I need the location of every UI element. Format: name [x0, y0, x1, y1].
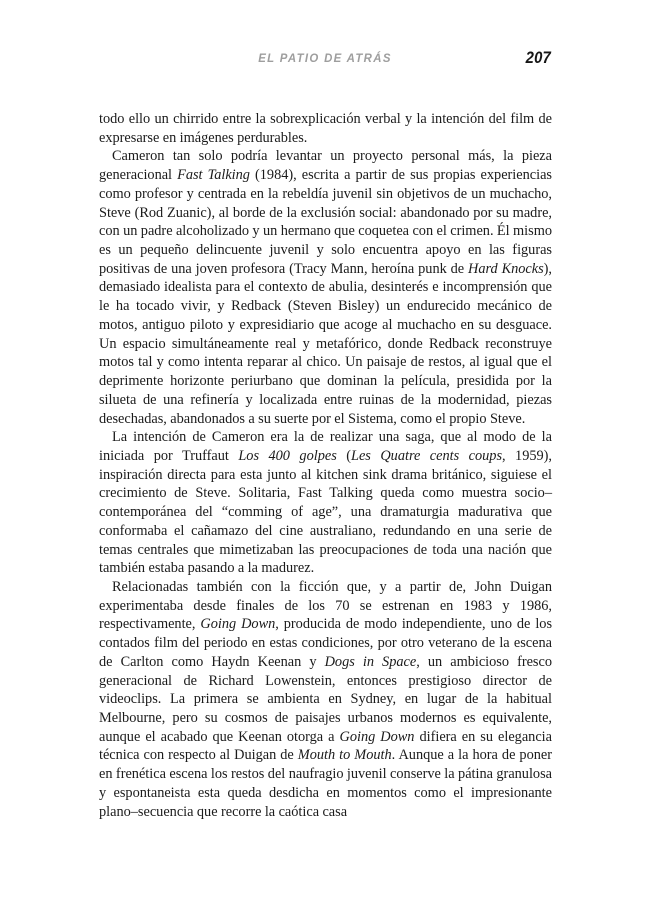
italic-title: Fast Talking — [177, 167, 250, 184]
italic-title: Mouth to Mouth — [297, 747, 392, 764]
italic-title: Going Down — [200, 616, 276, 633]
body-paragraph: Relacionadas también con la ficción que, y a partir de, John Duigan experimentaba desde finales de los 70 se estrenan en 1983 y 1986, respectivamente, Going Down, producida de modo independiente, uno de los contados film del periodo en estas condiciones, por otro veterano de la escena de Carlton como Haydn Keenan y Dogs in Space, un ambicioso fresco generacional de Richard Lowenstein, entonces prestigioso director de videoclips. La primera se ambienta en Sydney, en lugar de la habitual Melbourne, pero su cosmos de paisajes urbanos modernos es equivalente, aunque el acabado que Keenan otorga a Going Down difiera en su elegancia técnica con respecto al Duigan de Mouth to Mouth. Aunque a la hora de poner en frenética escena los restos del naufragio juvenil conserve la pátina granulosa y espontaneista esta queda desdicha en momentos como el impresionante plano–secuencia que recorre la caótica casa — [99, 578, 553, 820]
body-paragraph: todo ello un chirrido entre la sobrexplicación verbal y la intención del film de expresarse en imágenes perdurables. — [99, 111, 552, 146]
running-header — [0, 51, 650, 73]
body-paragraph: La intención de Cameron era la de realizar una saga, que al modo de la iniciada por Truffaut Los 400 golpes (Les Quatre cents coups, 1959), inspiración directa para esta junto al kitchen sink drama británico, siguiese el crecimiento de Steve. Solitaria, Fast Talking queda como muestra socio–contemporánea del “comming of age”, una dramaturgia madurativa que conformaba el cañamazo del cine australiano, redundando en una serie de temas centrales que mimetizaban las preocupaciones de toda una nación que también estaba pasando a la madurez. — [99, 429, 552, 577]
body-text-column — [99, 110, 552, 821]
italic-title: Hard Knocks — [468, 260, 544, 277]
italic-title: Dogs in Space — [324, 653, 417, 670]
italic-title: Los 400 golpes — [238, 447, 337, 464]
running-head-title: EL PATIO DE ATRÁS — [258, 51, 392, 65]
italic-title: Les Quatre cents coups — [351, 447, 503, 464]
body-paragraph: Cameron tan solo podría levantar un proyecto personal más, la pieza generacional Fast Talking (1984), escrita a partir de sus propias experiencias como profesor y centrada en la rebeldía juvenil sin objetivos de un muchacho, Steve (Rod Zuanic), al borde de la exclusión social: abandonado por su madre, con un padre alcoholizado y un hermano que coquetea con el crimen. Él mismo es un pequeño delincuente juvenil y solo encuentra apoyo en las figuras positivas de una joven profesora (Tracy Mann, heroína punk de Hard Knocks), demasiado idealista para el contexto de abulia, desinterés e incomprensión que le ha tocado vivir, y Redback (Steven Bisley) un endurecido mecánico de motos, antiguo piloto y expresidiario que acoge al muchacho en su desguace. Un espacio simultáneamente real y metafórico, donde Redback reconstruye motos tal y como intenta reparar al chico. Un paisaje de restos, al igual que el deprimente horizonte periurbano que dominan la película, presidida por la silueta de una refinería y localizada entre ruinas de la modernidad, piezas desechadas, abandonados a su suerte por el Sistema, como el propio Steve. — [99, 148, 553, 427]
italic-title: Going Down — [339, 728, 415, 745]
page-number: 207 — [525, 49, 551, 67]
